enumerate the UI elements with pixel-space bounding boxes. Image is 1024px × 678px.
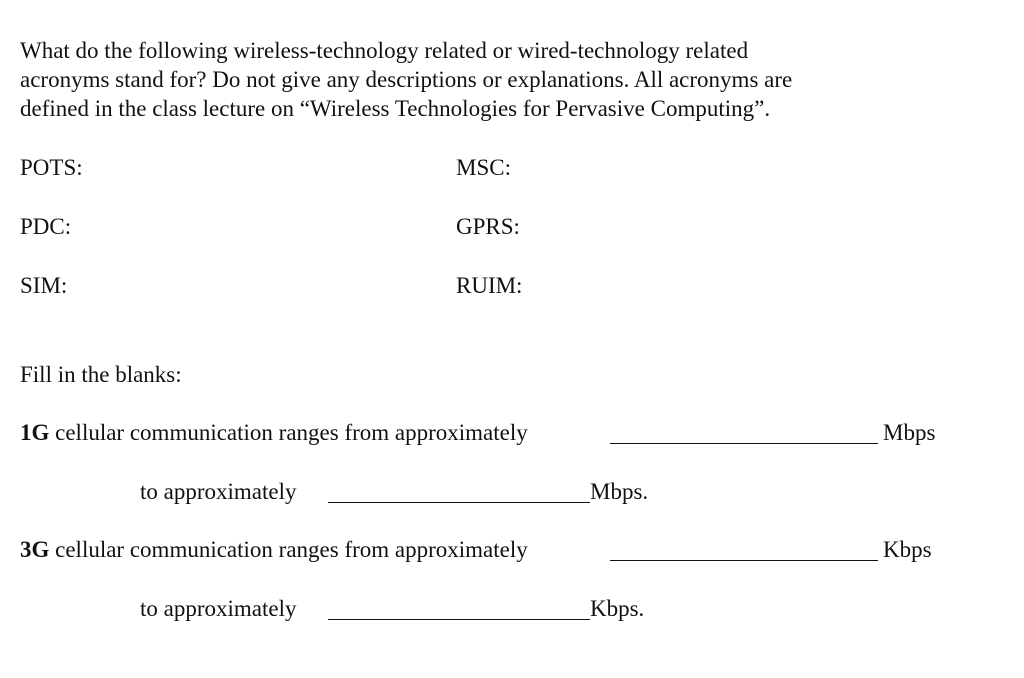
intro-line-2: acronyms stand for? Do not give any descriptions or explanations. All acronyms are: [20, 67, 793, 92]
blank-1G-to[interactable]: [328, 502, 590, 503]
intro-line-3: defined in the class lecture on “Wireless Technologies for Pervasive Computing”.: [20, 96, 771, 121]
lead-1G: 1G: [20, 420, 50, 445]
acronym-sim: SIM:: [20, 273, 68, 298]
lead-3G: 3G: [20, 537, 50, 562]
acronym-ruim: RUIM:: [456, 273, 523, 298]
fill-in-item-3G: [20, 537, 528, 563]
acronym-gprs: GPRS:: [456, 214, 520, 239]
unit-1G-from: Mbps: [883, 420, 936, 445]
item-text-3G: cellular communication ranges from approximately: [49, 537, 528, 562]
item-text-1G: cellular communication ranges from approximately: [49, 420, 528, 445]
acronym-pots: POTS:: [20, 155, 83, 180]
intro-line-1: What do the following wireless-technology related or wired-technology related: [20, 38, 749, 63]
blank-1G-from[interactable]: [610, 443, 878, 444]
second-line-3G: to approximately: [140, 596, 297, 621]
fill-in-heading: Fill in the blanks:: [20, 362, 182, 387]
unit-3G-from: Kbps: [883, 537, 932, 562]
unit-3G-to: Kbps.: [590, 596, 645, 621]
acronym-pdc: PDC:: [20, 214, 72, 239]
blank-3G-to[interactable]: [328, 619, 590, 620]
acronym-msc: MSC:: [456, 155, 511, 180]
question-intro: [20, 36, 980, 123]
second-line-1G: to approximately: [140, 479, 297, 504]
blank-3G-from[interactable]: [610, 560, 878, 561]
fill-in-item-1G: [20, 420, 528, 446]
unit-1G-to: Mbps.: [590, 479, 649, 504]
